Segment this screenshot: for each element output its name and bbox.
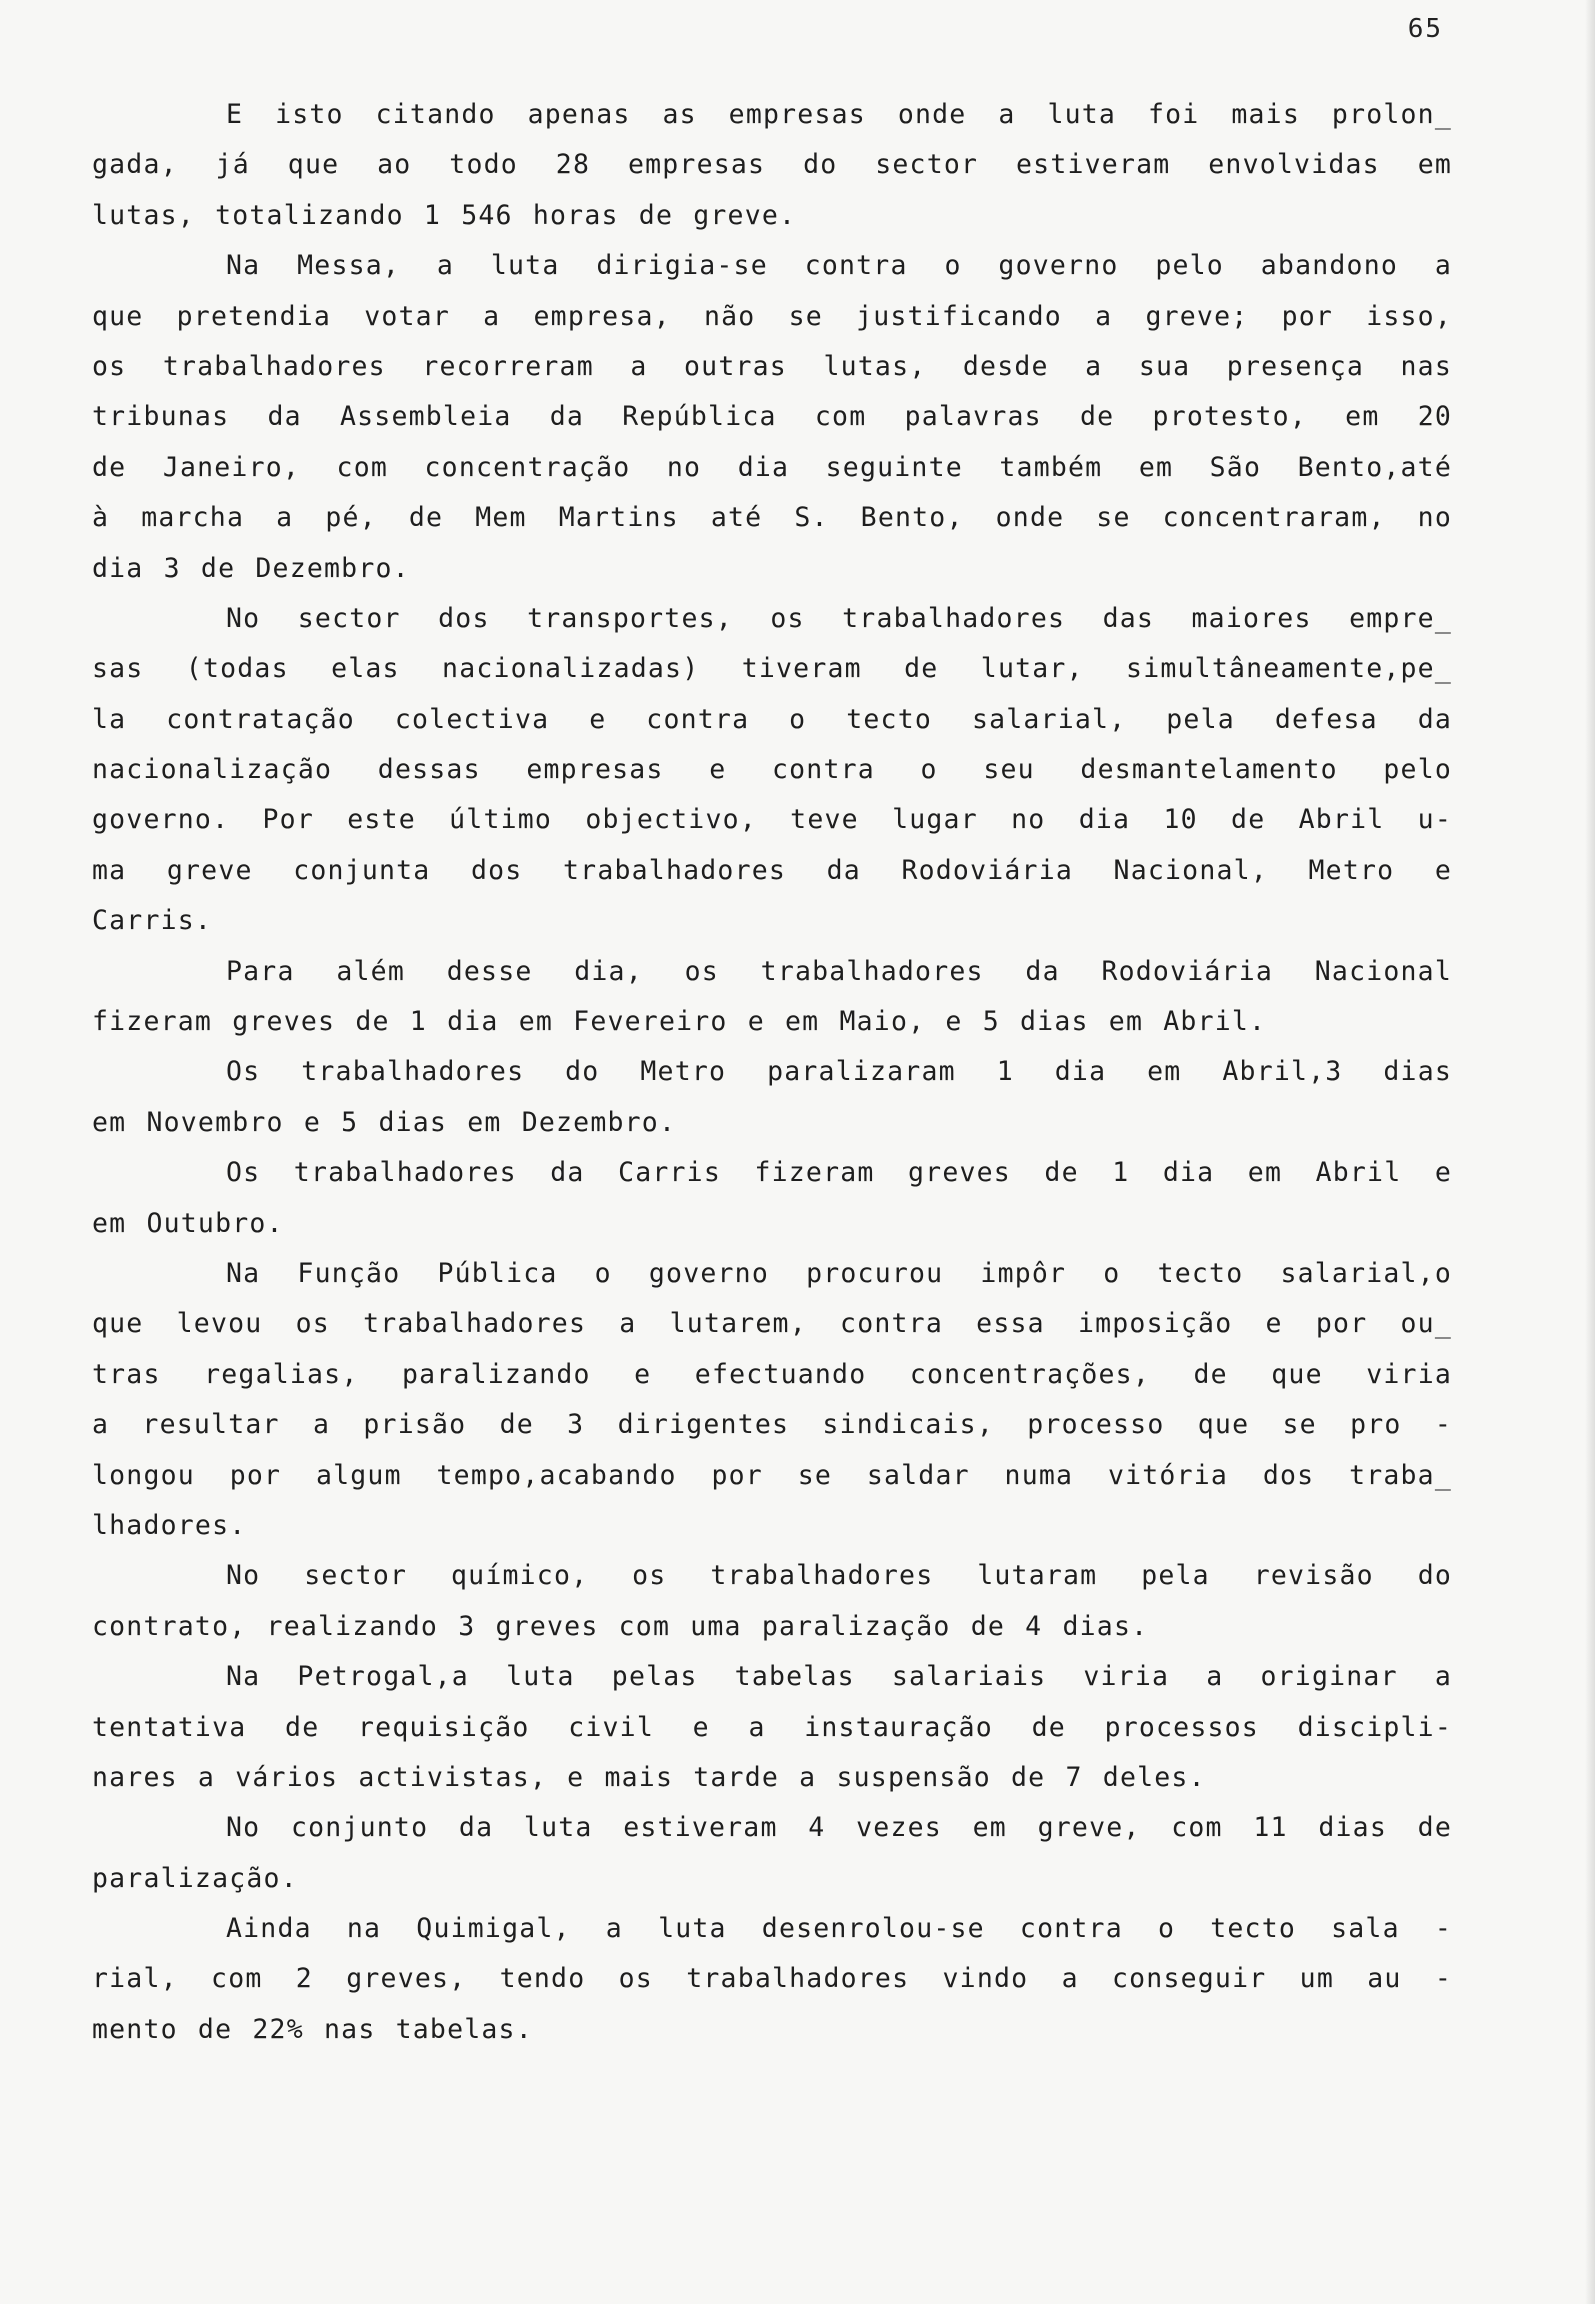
text-line: tribunas da Assembleia da República com palavras de protesto, em 20 [92,401,1452,433]
text-line: nacionalização dessas empresas e contra o seu desmantelamento pelo [92,754,1452,786]
text-line: No sector dos transportes, os trabalhadores das maiores empre_ [226,602,1452,634]
text-line: em Outubro. [92,1207,284,1239]
text-line: a resultar a prisão de 3 dirigentes sindicais, processo que se pro - [92,1409,1452,1441]
text-line: No conjunto da luta estiveram 4 vezes em greve, com 11 dias de [226,1812,1452,1844]
text-line: nares a vários activistas, e mais tarde a suspensão de 7 deles. [92,1761,1206,1793]
text-line: sas (todas elas nacionalizadas) tiveram de lutar, simultâneamente,pe_ [92,653,1452,685]
text-line: lutas, totalizando 1 546 horas de greve. [92,199,797,231]
text-line: que pretendia votar a empresa, não se justificando a greve; por isso, [92,300,1452,332]
text-line: la contratação colectiva e contra o tecto salarial, pela defesa da [92,703,1452,735]
page-edge-shadow [1585,0,1595,2304]
text-line: E isto citando apenas as empresas onde a luta foi mais prolon_ [226,99,1452,130]
text-line: No sector químico, os trabalhadores lutaram pela revisão do [226,1560,1452,1592]
text-line: de Janeiro, com concentração no dia seguinte também em São Bento,até [92,451,1452,483]
text-line: os trabalhadores recorreram a outras lutas, desde a sua presença nas [92,350,1452,382]
text-line: Na Petrogal,a luta pelas tabelas salariais viria a originar a [226,1661,1452,1693]
text-line: gada, já que ao todo 28 empresas do sector estiveram envolvidas em [92,149,1452,181]
text-line: Carris. [92,905,213,937]
page-number: 65 [1407,14,1443,44]
text-line: Para além desse dia, os trabalhadores da Rodoviária Nacional [226,955,1452,987]
text-line: fizeram greves de 1 dia em Fevereiro e em Maio, e 5 dias em Abril. [92,1006,1267,1038]
text-line: Ainda na Quimigal, a luta desenrolou-se contra o tecto sala - [226,1913,1452,1945]
text-line: governo. Por este último objectivo, teve lugar no dia 10 de Abril u- [92,804,1452,836]
text-line: Na Função Pública o governo procurou impôr o tecto salarial,o [226,1257,1452,1289]
text-line: longou por algum tempo,acabando por se saldar numa vitória dos traba_ [92,1459,1452,1491]
text-line: mento de 22% nas tabelas. [92,2013,533,2045]
text-line: rial, com 2 greves, tendo os trabalhadores vindo a conseguir um au - [92,1963,1452,1995]
text-line: tentativa de requisição civil e a instauração de processos discipli- [92,1711,1452,1743]
text-line: contrato, realizando 3 greves com uma paralização de 4 dias. [92,1610,1149,1642]
text-line: dia 3 de Dezembro. [92,552,410,584]
text-line: ma greve conjunta dos trabalhadores da Rodoviária Nacional, Metro e [92,854,1452,886]
body-text [92,90,1452,2055]
text-line: paralização. [92,1862,298,1894]
text-line: em Novembro e 5 dias em Dezembro. [92,1106,677,1138]
text-line: Os trabalhadores da Carris fizeram greves de 1 dia em Abril e [226,1157,1452,1189]
text-line: à marcha a pé, de Mem Martins até S. Bento, onde se concentraram, no [92,502,1452,534]
text-line: tras regalias, paralizando e efectuando concentrações, de que viria [92,1358,1452,1390]
text-line: Os trabalhadores do Metro paralizaram 1 dia em Abril,3 dias [226,1056,1452,1088]
text-line: Na Messa, a luta dirigia-se contra o governo pelo abandono a [226,250,1452,282]
text-line: lhadores. [92,1509,247,1541]
text-line: que levou os trabalhadores a lutarem, contra essa imposição e por ou_ [92,1308,1452,1340]
